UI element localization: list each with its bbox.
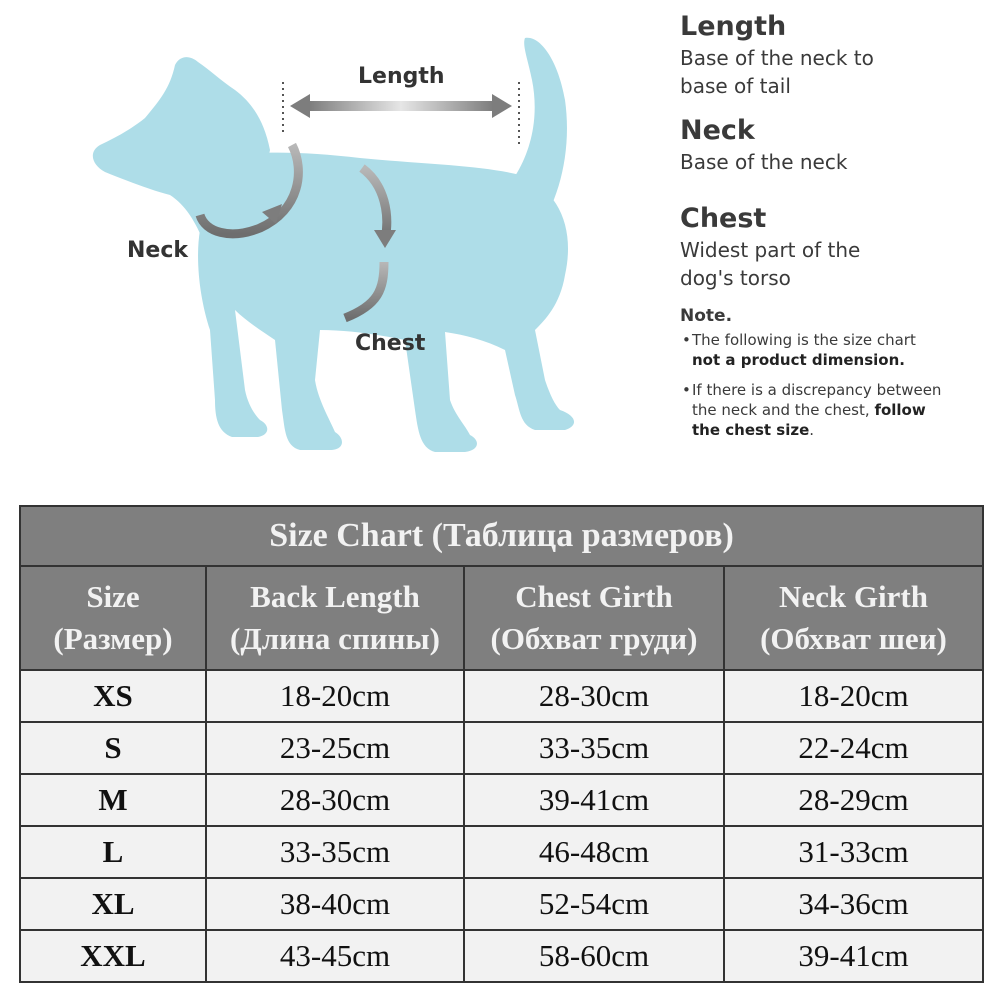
legend-desc: Widest part of the (680, 238, 861, 262)
chest-girth-cell: 39-41cm (464, 774, 724, 826)
table-title: Size Chart (Таблица размеров) (20, 506, 983, 566)
size-cell: XS (20, 670, 206, 722)
chest-girth-cell: 52-54cm (464, 878, 724, 930)
legend-desc: Base of the neck to (680, 46, 874, 70)
size-cell: L (20, 826, 206, 878)
legend-desc: dog's torso (680, 266, 791, 290)
legend-title: Length (680, 11, 787, 42)
neck-girth-cell: 34-36cm (724, 878, 983, 930)
neck-girth-cell: 31-33cm (724, 826, 983, 878)
size-cell: M (20, 774, 206, 826)
neck-girth-cell: 18-20cm (724, 670, 983, 722)
note-item (680, 380, 942, 440)
chest-label: Chest (355, 331, 426, 356)
back-length-cell: 23-25cm (206, 722, 464, 774)
header-en: Back Length (250, 579, 420, 614)
size-cell: XL (20, 878, 206, 930)
size-cell: S (20, 722, 206, 774)
legend-desc: base of tail (680, 74, 791, 98)
table-row (20, 826, 983, 878)
table-row (20, 670, 983, 722)
back-length-cell: 28-30cm (206, 774, 464, 826)
header-ru: (Обхват шеи) (760, 621, 947, 656)
note-item (680, 330, 942, 370)
header-en: Size (86, 579, 140, 614)
header-back-length (206, 566, 464, 670)
legend-neck (680, 114, 990, 176)
table-row (20, 878, 983, 930)
chest-girth-cell: 33-35cm (464, 722, 724, 774)
neck-label: Neck (127, 238, 189, 263)
header-neck-girth (724, 566, 983, 670)
note-title: Note. (680, 306, 733, 326)
size-cell: XXL (20, 930, 206, 982)
neck-girth-cell: 39-41cm (724, 930, 983, 982)
length-label: Length (358, 64, 445, 89)
table-row (20, 774, 983, 826)
table-header-row (20, 566, 983, 670)
back-length-cell: 38-40cm (206, 878, 464, 930)
note-bold: not a product dimension. (692, 351, 905, 369)
header-ru: (Обхват груди) (490, 621, 698, 656)
legend-title: Neck (680, 115, 755, 146)
dog-measurement-diagram (0, 0, 660, 490)
length-arrow (290, 94, 512, 118)
chest-girth-cell: 58-60cm (464, 930, 724, 982)
table-row (20, 930, 983, 982)
header-ru: (Размер) (53, 621, 173, 656)
note-text: The following is the size chart (692, 331, 916, 349)
header-en: Neck Girth (779, 579, 928, 614)
bullet: • (682, 381, 691, 399)
neck-girth-cell: 22-24cm (724, 722, 983, 774)
chest-girth-cell: 46-48cm (464, 826, 724, 878)
table-title-row (20, 506, 983, 566)
bullet: • (682, 331, 691, 349)
neck-girth-cell: 28-29cm (724, 774, 983, 826)
size-chart-table (19, 505, 984, 983)
legend-chest (680, 202, 990, 292)
measurement-legend (680, 10, 990, 450)
back-length-cell: 43-45cm (206, 930, 464, 982)
header-chest-girth (464, 566, 724, 670)
header-ru: (Длина спины) (230, 621, 440, 656)
legend-desc: Base of the neck (680, 150, 848, 174)
note-bold: follow the chest size (692, 401, 926, 439)
back-length-cell: 33-35cm (206, 826, 464, 878)
chest-girth-cell: 28-30cm (464, 670, 724, 722)
table-row (20, 722, 983, 774)
note-end: . (809, 421, 815, 439)
legend-title: Chest (680, 203, 767, 234)
back-length-cell: 18-20cm (206, 670, 464, 722)
header-en: Chest Girth (515, 579, 673, 614)
legend-length (680, 10, 990, 100)
note-text: If there is a discrepancy between the neck and the chest, (692, 381, 942, 419)
header-size (20, 566, 206, 670)
